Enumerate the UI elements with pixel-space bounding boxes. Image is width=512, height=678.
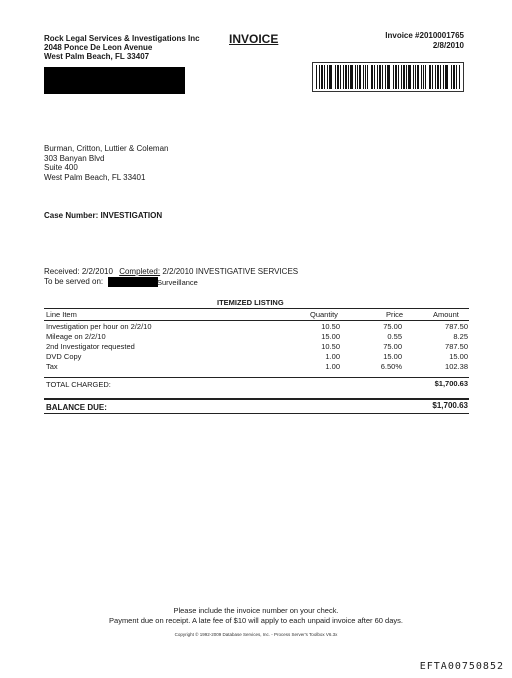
barcode-bar	[398, 65, 399, 89]
redaction-box	[44, 67, 185, 94]
line-item-price: 75.00	[383, 342, 402, 351]
footer-copyright: Copyright © 1992-2009 Database Services, Inc. - Process Server's Toolbox V6.3x	[174, 632, 338, 637]
barcode-bar	[337, 65, 339, 89]
balance-top-rule	[44, 398, 469, 400]
client-street: 303 Banyan Blvd	[44, 154, 105, 163]
barcode-bar	[385, 65, 386, 89]
barcode-bar	[316, 65, 317, 89]
client-suite: Suite 400	[44, 163, 78, 172]
line-item-price: 6.50%	[380, 362, 402, 371]
line-item-description: Investigation per hour on 2/2/10	[46, 322, 152, 331]
barcode-bar	[363, 65, 364, 89]
line-item-price: 0.55	[387, 332, 402, 341]
line-item-price: 15.00	[383, 352, 402, 361]
col-header-quantity: Quantity	[310, 310, 338, 319]
barcode-bar	[417, 65, 419, 89]
total-label: TOTAL CHARGED:	[46, 380, 111, 389]
barcode-bar	[365, 65, 366, 89]
line-item-amount: 8.25	[453, 332, 468, 341]
table-top-rule	[44, 308, 469, 309]
service-type: INVESTIGATIVE SERVICES	[195, 267, 299, 276]
invoice-date: 2/8/2010	[432, 41, 464, 50]
document-id: EFTA00750852	[419, 661, 504, 672]
barcode-bar	[371, 65, 373, 89]
line-item-description: 2nd Investigator requested	[46, 342, 135, 351]
barcode-bar	[324, 65, 325, 89]
itemized-title: ITEMIZED LISTING	[217, 298, 284, 307]
col-header-price: Price	[386, 310, 404, 319]
barcode-bar	[429, 65, 431, 89]
barcode-bar	[350, 65, 353, 89]
company-address-line1: 2048 Ponce De Leon Avenue	[44, 43, 153, 52]
case-number-label: Case Number:	[44, 211, 99, 220]
barcode-bar	[387, 65, 390, 89]
line-item-quantity: 1.00	[325, 352, 340, 361]
barcode-bar	[403, 65, 405, 89]
barcode-bar	[355, 65, 356, 89]
barcode-bar	[395, 65, 397, 89]
line-item-description: Mileage on 2/2/10	[46, 332, 106, 341]
case-number-value: INVESTIGATION	[100, 211, 163, 220]
line-item-quantity: 10.50	[321, 322, 340, 331]
barcode-bar	[377, 65, 378, 89]
col-header-item: Line Item	[46, 310, 77, 319]
barcode-bar	[435, 65, 436, 89]
barcode-bar	[321, 65, 323, 89]
received-label: Received:	[44, 267, 80, 276]
line-item-amount: 787.50	[445, 342, 468, 351]
barcode-bar	[393, 65, 394, 89]
company-address-line2: West Palm Beach, FL 33407	[44, 52, 150, 61]
barcode-bar	[367, 65, 368, 89]
invoice-title: INVOICE	[229, 32, 279, 46]
received-date: 2/2/2010	[81, 267, 113, 276]
line-item-amount: 102.38	[445, 362, 468, 371]
line-item-quantity: 1.00	[325, 362, 340, 371]
barcode-bar	[432, 65, 433, 89]
case-number	[44, 211, 162, 220]
barcode-bar	[329, 65, 332, 89]
client-city: West Palm Beach, FL 33401	[44, 173, 146, 182]
served-suffix: Surveillance	[157, 278, 198, 287]
served-redaction	[108, 277, 158, 287]
barcode-bar	[319, 65, 320, 89]
line-item-quantity: 10.50	[321, 342, 340, 351]
barcode-bar	[379, 65, 381, 89]
table-header-rule	[44, 320, 469, 321]
barcode-bar	[451, 65, 452, 89]
barcode-bar	[345, 65, 347, 89]
barcode-bar	[413, 65, 414, 89]
line-item-price: 75.00	[383, 322, 402, 331]
barcode-bar	[335, 65, 336, 89]
footer-note-1: Please include the invoice number on your check.	[173, 606, 339, 615]
barcode-bar	[443, 65, 444, 89]
barcode-bar	[423, 65, 424, 89]
company-name: Rock Legal Services & Investigations Inc	[44, 34, 200, 43]
invoice-number: Invoice #2010001765	[385, 31, 464, 40]
barcode-bar	[459, 65, 460, 89]
barcode-bar	[406, 65, 407, 89]
barcode-bar	[382, 65, 383, 89]
barcode-bar	[327, 65, 328, 89]
line-item-description: DVD Copy	[46, 352, 82, 361]
barcode-bar	[456, 65, 457, 89]
barcode-bar	[359, 65, 361, 89]
barcode-bar	[343, 65, 344, 89]
barcode-bar	[440, 65, 441, 89]
barcode-bar	[348, 65, 349, 89]
total-top-rule	[44, 377, 469, 378]
barcode-bar	[374, 65, 375, 89]
received-line	[44, 267, 298, 276]
barcode-bar	[340, 65, 341, 89]
barcode-image	[312, 62, 464, 92]
barcode-bar	[415, 65, 416, 89]
col-header-amount: Amount	[433, 310, 459, 319]
completed-label: Completed:	[119, 267, 161, 276]
served-label: To be served on:	[44, 277, 104, 286]
barcode-bar	[408, 65, 411, 89]
line-item-description: Tax	[46, 362, 58, 371]
total-value: $1,700.63	[434, 379, 468, 388]
footer-note-2: Payment due on receipt. A late fee of $10 will apply to each unpaid invoice after 60 days.	[109, 616, 403, 625]
barcode-bar	[437, 65, 439, 89]
line-item-amount: 787.50	[445, 322, 468, 331]
balance-label: BALANCE DUE:	[46, 403, 107, 412]
barcode-bar	[357, 65, 358, 89]
balance-value: $1,700.63	[432, 401, 468, 410]
barcode-bar	[401, 65, 402, 89]
completed-date: 2/2/2010	[162, 267, 194, 276]
barcode-bar	[445, 65, 448, 89]
balance-bottom-rule	[44, 413, 469, 414]
client-name: Burman, Critton, Luttier & Coleman	[44, 144, 169, 153]
line-item-amount: 15.00	[449, 352, 468, 361]
barcode-bar	[453, 65, 455, 89]
line-item-quantity: 15.00	[321, 332, 340, 341]
barcode-bar	[421, 65, 422, 89]
barcode-bar	[425, 65, 426, 89]
